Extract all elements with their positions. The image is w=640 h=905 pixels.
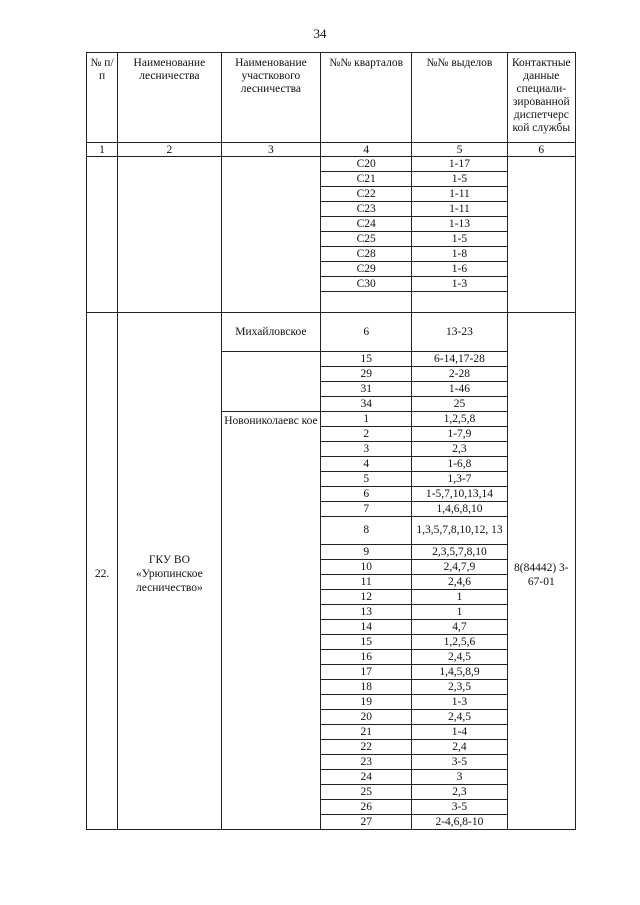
quarter-cell: 27 [321,815,412,830]
quarter-cell: С30 [321,277,412,292]
section-cell: 6-14,17-28 [412,352,507,367]
section-cell: 2-28 [412,367,507,382]
quarter-cell: 22 [321,740,412,755]
quarter-cell: 3 [321,442,412,457]
quarter-cell: 8 [321,517,412,545]
section-cell: 2,3,5,7,8,10 [412,545,507,560]
quarter-cell: 26 [321,800,412,815]
quarter-cell: 5 [321,472,412,487]
forestry-name: ГКУ ВО «Урюпинское лесничество» [118,313,222,830]
page-number: 34 [313,26,327,41]
quarter-cell: 31 [321,382,412,397]
quarter-cell: С22 [321,187,412,202]
column-number: 1 [87,143,118,157]
quarter-cell: 2 [321,427,412,442]
section-cell: 1-3 [412,695,507,710]
section-cell: 2,3 [412,442,507,457]
quarter-cell: С29 [321,262,412,277]
column-number-row [87,143,576,157]
blank-cell [87,157,118,313]
quarter-cell: 10 [321,560,412,575]
header-contacts: Контактные данные специали-зированной диспетчерс кой службы [507,53,575,143]
quarter-cell: 16 [321,650,412,665]
section-cell: 2,4,7,9 [412,560,507,575]
quarter-cell: 15 [321,352,412,367]
section-cell: 1-46 [412,382,507,397]
section-cell: 3-5 [412,755,507,770]
quarter-cell: 15 [321,635,412,650]
quarter-cell: С21 [321,172,412,187]
quarter-cell: С24 [321,217,412,232]
quarter-cell: 24 [321,770,412,785]
blank-cell [321,292,412,313]
quarter-cell: 1 [321,412,412,427]
section-cell: 1-5,7,10,13,14 [412,487,507,502]
quarter-cell: 34 [321,397,412,412]
quarter-cell: С20 [321,157,412,172]
section-cell: 2,4,5 [412,710,507,725]
section-cell: 1-11 [412,187,507,202]
quarter-cell: 25 [321,785,412,800]
section-cell: 13-23 [412,313,507,352]
section-cell: 1-6 [412,262,507,277]
quarter-cell: 20 [321,710,412,725]
section-cell: 25 [412,397,507,412]
quarter-cell: С25 [321,232,412,247]
blank-cell [507,157,575,313]
quarter-cell: 19 [321,695,412,710]
section-cell: 3 [412,770,507,785]
district-forestry-name: Михайловское [221,313,320,352]
section-cell: 1-11 [412,202,507,217]
section-cell: 1-17 [412,157,507,172]
quarter-cell: 14 [321,620,412,635]
section-cell: 2,4 [412,740,507,755]
section-cell: 2,4,6 [412,575,507,590]
section-cell: 2-4,6,8-10 [412,815,507,830]
column-number: 2 [118,143,222,157]
section-cell: 1-4 [412,725,507,740]
section-cell: 1,4,6,8,10 [412,502,507,517]
section-cell: 1-5 [412,232,507,247]
quarter-cell: 6 [321,487,412,502]
section-cell: 1 [412,605,507,620]
section-cell: 1 [412,590,507,605]
section-cell: 1-7,9 [412,427,507,442]
column-number: 3 [221,143,320,157]
column-number: 5 [412,143,507,157]
section-cell: 1,3,5,7,8,10,12, 13 [412,517,507,545]
entry-number: 22. [87,313,118,830]
blank-cell [221,352,320,412]
section-cell: 1-13 [412,217,507,232]
quarter-cell: 6 [321,313,412,352]
column-number: 6 [507,143,575,157]
section-cell: 2,4,5 [412,650,507,665]
header-quarters: №№ кварталов [321,53,412,143]
blank-cell [412,292,507,313]
section-cell: 3-5 [412,800,507,815]
header-num: № п/п [87,53,118,143]
header-district-forestry: Наименование участкового лесничества [221,53,320,143]
quarter-cell: 23 [321,755,412,770]
section-cell: 1,3-7 [412,472,507,487]
header-row [87,53,576,143]
quarter-cell: 4 [321,457,412,472]
quarter-cell: 13 [321,605,412,620]
blank-cell [221,157,320,313]
section-cell: 1-5 [412,172,507,187]
header-forestry: Наименование лесничества [118,53,222,143]
quarter-cell: 7 [321,502,412,517]
section-cell: 4,7 [412,620,507,635]
contact-info: 8(84442) 3-67-01 [507,313,575,830]
quarter-cell: 18 [321,680,412,695]
quarter-cell: С28 [321,247,412,262]
section-cell: 1,4,5,8,9 [412,665,507,680]
quarter-cell: 29 [321,367,412,382]
section-cell: 2,3,5 [412,680,507,695]
header-sections: №№ выделов [412,53,507,143]
district-forestry-name: Новониколаевс кое [221,412,320,830]
quarter-cell: 17 [321,665,412,680]
section-cell: 1-8 [412,247,507,262]
section-cell: 1,2,5,8 [412,412,507,427]
section-cell: 2,3 [412,785,507,800]
section-cell: 1-3 [412,277,507,292]
quarter-cell: 11 [321,575,412,590]
table-row [87,157,576,172]
section-cell: 1-6,8 [412,457,507,472]
column-number: 4 [321,143,412,157]
forestry-table [86,52,576,830]
quarter-cell: 21 [321,725,412,740]
quarter-cell: 9 [321,545,412,560]
table-row-entry [87,313,576,352]
quarter-cell: 12 [321,590,412,605]
blank-cell [118,157,222,313]
quarter-cell: С23 [321,202,412,217]
section-cell: 1,2,5,6 [412,635,507,650]
